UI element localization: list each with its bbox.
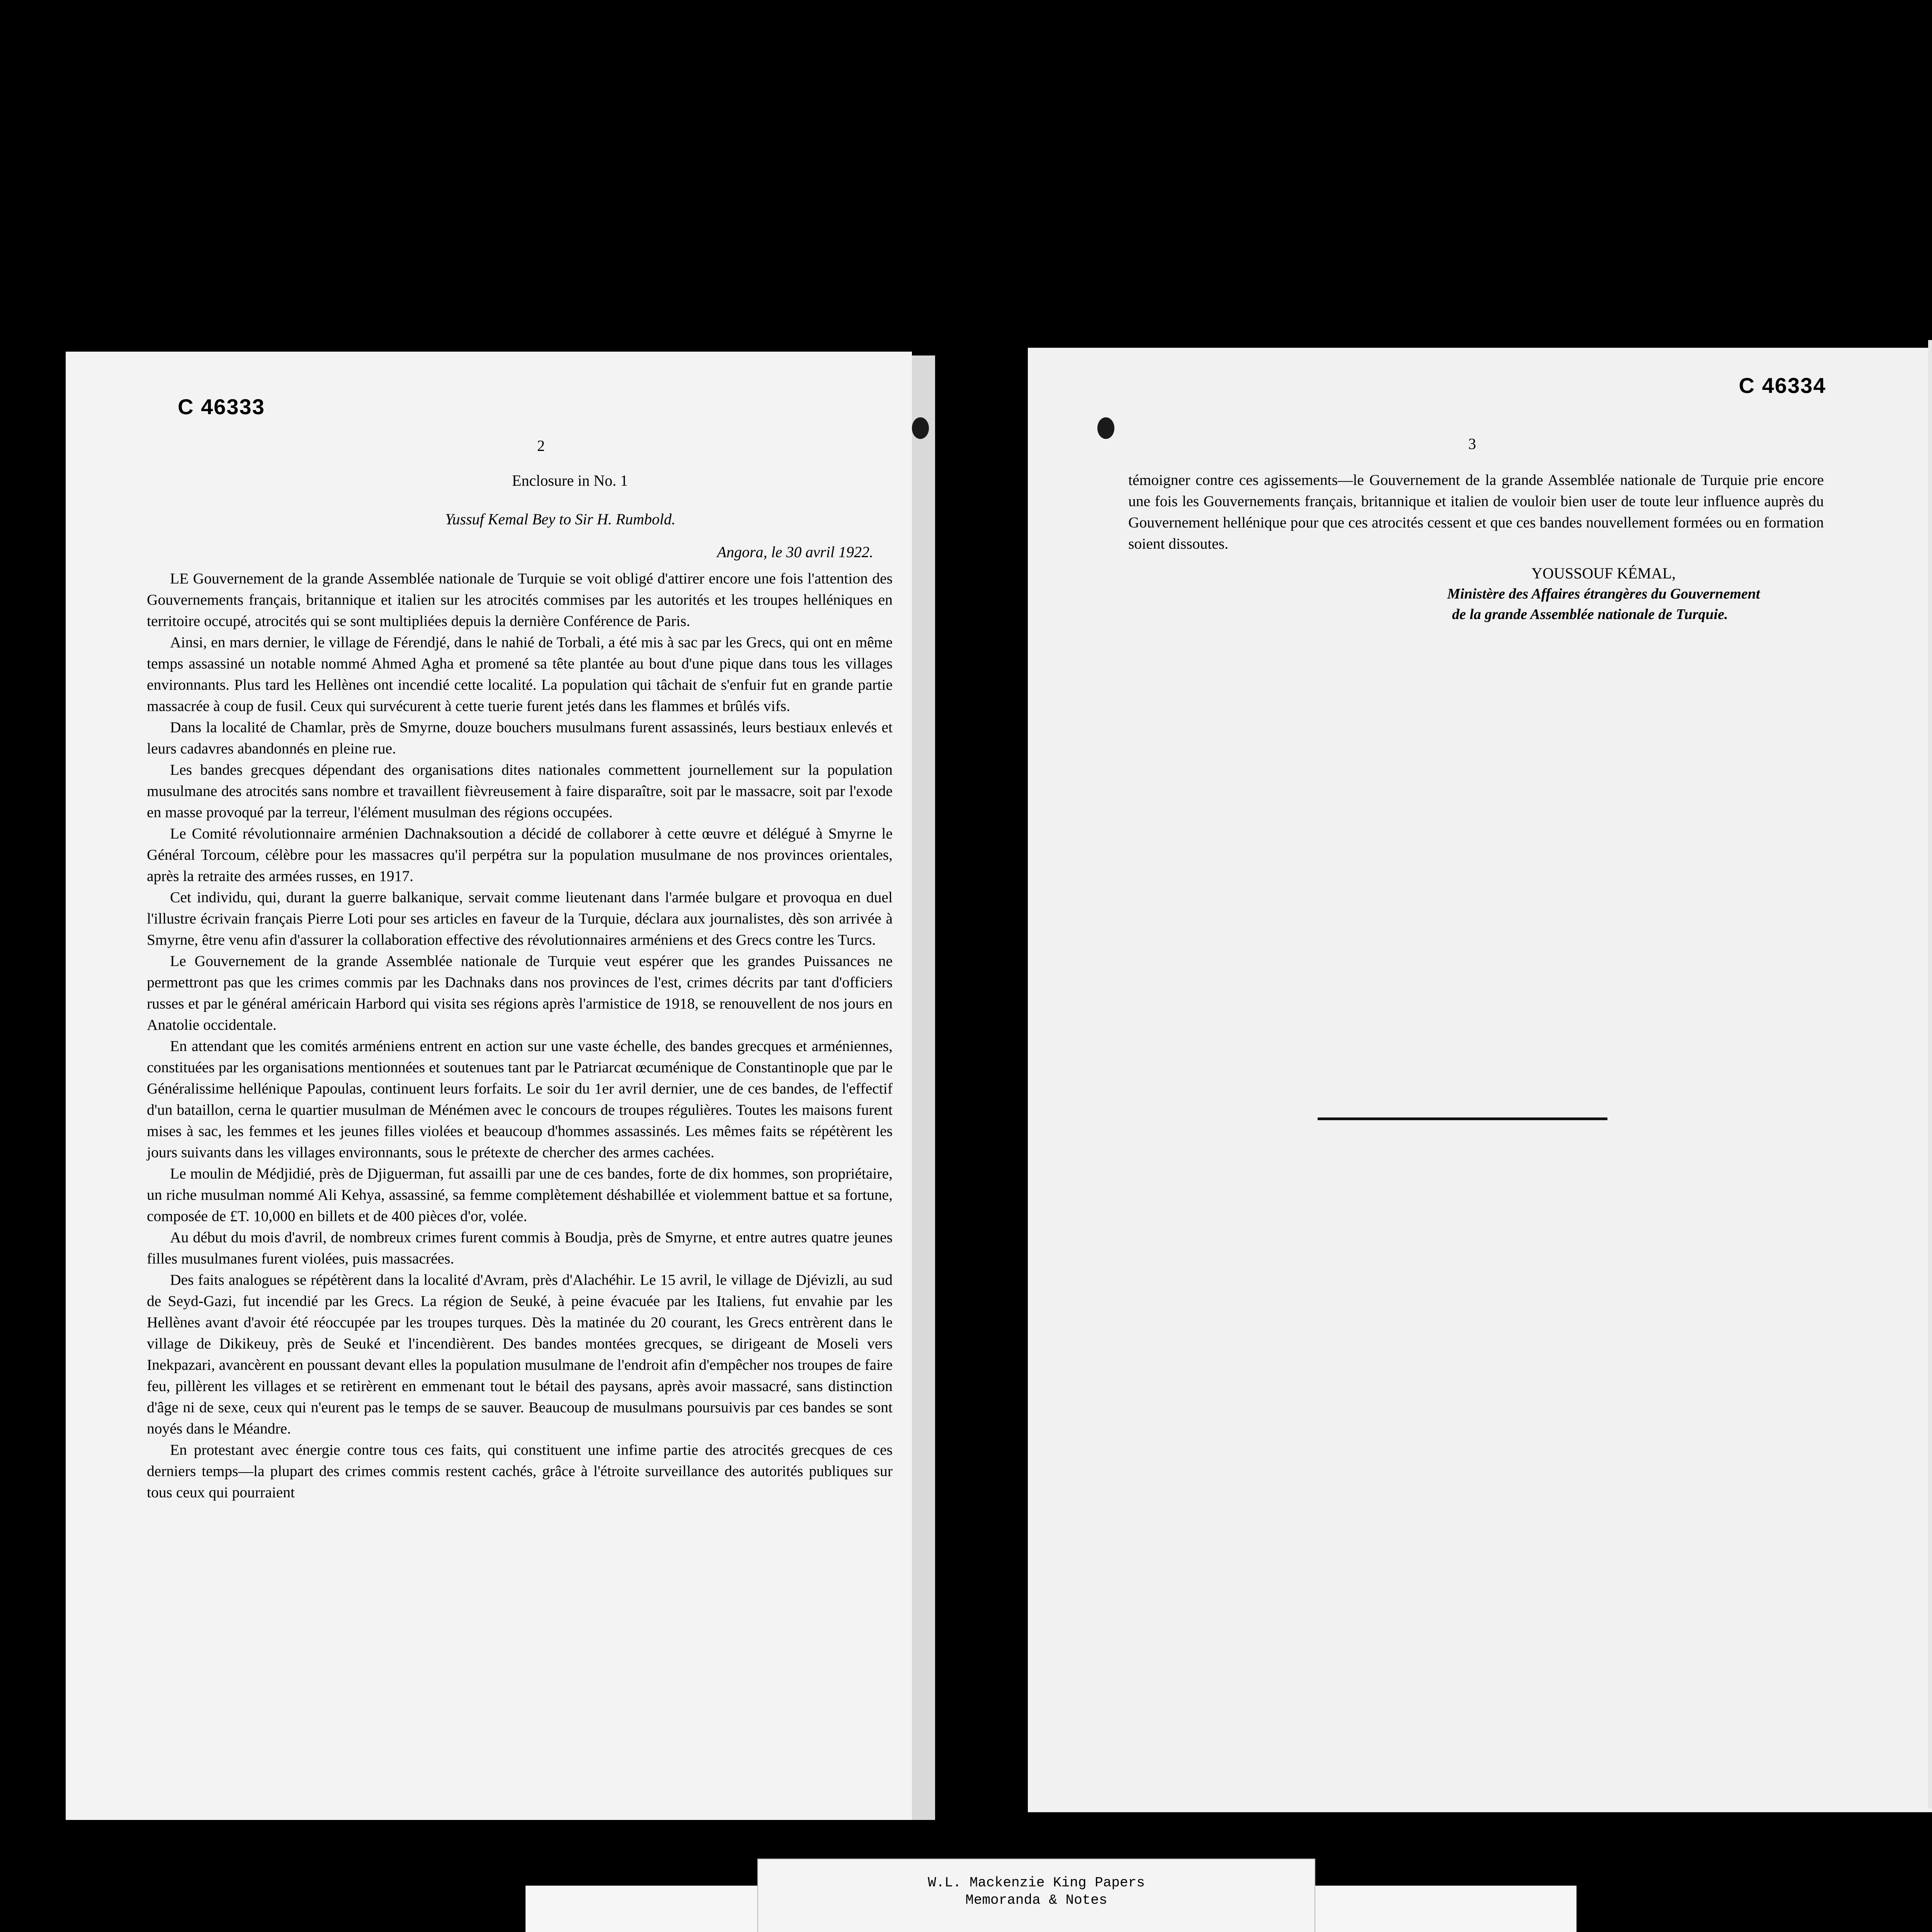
paragraph: Les bandes grecques dépendant des organisations dites nationales commettent journellement sur la population musulmane des atrocités sans nombre et travaillent fièvreusement à faire disparaître, soit par le massacre, soit par l'exode en masse provoqué par la terreur, l'élément musulman des régions occupées. bbox=[147, 761, 893, 821]
paragraph: En attendant que les comités arméniens entrent en action sur une vaste échelle, des bandes grecques et arméniennes, constituées par les organisations mentionnées et soutenues tant par le Patriarcat œcuménique de Constantinople que par le Généralissime hellénique Papoulas, continuent leurs forfaits. Le soir du 1er avril dernier, une de ces bandes, de l'effectif d'un bataillon, cerna le quartier musulman de Ménémen avec le concours de troupes régulières. Toutes les maisons furent mises à sac, les femmes et les jeunes filles violées et beaucoup d'hommes assassinés. Les mêmes faits se répétèrent les jours suivants dans les villages environnants, sous le prétexte de chercher des armes cachées. bbox=[147, 1037, 893, 1161]
page-gutter-shadow bbox=[912, 355, 935, 1820]
paragraph: Le moulin de Médjidié, près de Djiguerman, fut assailli par une de ces bandes, forte de dix hommes, son propriétaire, un riche musulman nommé Ali Kehya, assassiné, sa femme complètement déshabillée et violemment battue et sa fortune, composée de £T. 10,000 en billets et de 400 pièces d'or, volée. bbox=[147, 1165, 893, 1225]
collection-name: W.L. Mackenzie King Papers bbox=[928, 1875, 1145, 1891]
letter-continuation bbox=[1128, 469, 1824, 554]
right-page-edge bbox=[1928, 340, 1932, 1808]
signatory-name: YOUSSOUF KÉMAL, bbox=[1531, 565, 1676, 582]
closing-rule bbox=[1318, 1117, 1607, 1120]
sender-line: Yussuf Kemal Bey to Sir H. Rumbold. bbox=[445, 510, 676, 528]
enclosure-heading: Enclosure in No. 1 bbox=[512, 472, 628, 489]
right-reference-number: C 46334 bbox=[1739, 373, 1826, 398]
right-punch-hole bbox=[1097, 417, 1114, 439]
paragraph: Ainsi, en mars dernier, le village de Férendjé, dans le nahié de Torbali, a été mis à sac par les Grecs, qui ont en même temps assassiné un notable nommé Ahmed Agha et promené sa tête plantée au bout d'une pique dans tous les villages environnants. Plus tard les Hellènes ont incendié cette localité. La population qui tâchait de s'enfuir fut en grande partie massacrée à coup de fusil. Ceux qui survécurent à cette tuerie furent jetés dans les flammes et brûlés vifs. bbox=[147, 634, 893, 714]
paragraph: Le Comité révolutionnaire arménien Dachnaksoution a décidé de collaborer à cette œuvre et délégué à Smyrne le Général Torcoum, célèbre pour les massacres qu'il perpétra sur la population musulmane de nos provinces orientales, après la retraite des armées russes, en 1917. bbox=[147, 825, 893, 884]
paragraph: témoigner contre ces agissements—le Gouvernement de la grande Assemblée nationale de Turquie prie encore une fois les Gouvernements français, britannique et italien de vouloir bien user de toute leur influence auprès du Gouvernement hellénique pour que ces atrocités cessent et que ces bandes nouvellement formées ou en formation soient dissoutes. bbox=[1128, 471, 1824, 552]
paragraph: Des faits analogues se répétèrent dans la localité d'Avram, près d'Alachéhir. Le 15 avril, le village de Djévizli, au sud de Seyd-Gazi, fut incendié par les Grecs. La région de Seuké, à peine évacuée par les Italiens, fut envahie par les Hellènes avant d'avoir été réoccupée par les troupes turques. Dès la matinée du 20 courant, les Grecs entrèrent dans le village de Dikikeuy, près de Seuké et l'incendièrent. Des bandes montées grecques, se dirigeant de Moseli vers Inekpazari, avancèrent en poussant devant elles la population musulmane de l'endroit afin d'empêcher nos troupes de faire feu, pillèrent les villages et se retirèrent en emmenant tout le bétail des paysans, après avoir massacré, sans distinction d'âge ni de sexe, ceux qui n'eurent pas le temps de se sauver. Beaucoup de musulmans poursuivis par ces bandes se sont noyés dans le Méandre. bbox=[147, 1271, 893, 1437]
left-punch-hole bbox=[912, 417, 929, 439]
collection-label-tab bbox=[757, 1859, 1315, 1932]
paragraph: Cet individu, qui, durant la guerre balkanique, servait comme lieutenant dans l'armée bulgare et provoqua en duel l'illustre écrivain français Pierre Loti pour ses articles en faveur de la Turquie, déclara aux journalistes, dès son arrivée à Smyrne, être venu afin d'assurer la collaboration effective des révolutionnaires arméniens et des Grecs contre les Turcs. bbox=[147, 889, 893, 948]
paragraph: Au début du mois d'avril, de nombreux crimes furent commis à Boudja, près de Smyrne, et entre autres quatre jeunes filles musulmanes furent violées, puis massacrées. bbox=[147, 1229, 893, 1267]
left-reference-number: C 46333 bbox=[178, 395, 265, 419]
signatory-title-line-1: Ministère des Affaires étrangères du Gouvernement bbox=[1447, 586, 1760, 602]
dateline: Angora, le 30 avril 1922. bbox=[717, 543, 873, 561]
paragraph: Dans la localité de Chamlar, près de Smyrne, douze bouchers musulmans furent assassinés, leurs bestiaux enlevés et leurs cadavres abandonnés en pleine rue. bbox=[147, 719, 893, 757]
signatory-title-line-2: de la grande Assemblée nationale de Turquie. bbox=[1452, 606, 1728, 622]
paragraph: En protestant avec énergie contre tous ces faits, qui constituent une infime partie des atrocités grecques de ces derniers temps—la plupart des crimes commis restent cachés, grâce à l'étroite surveillance des autorités publiques sur tous ceux qui pourraient bbox=[147, 1441, 893, 1501]
letter-body bbox=[147, 568, 893, 1503]
left-page-number: 2 bbox=[537, 437, 545, 454]
right-page-number: 3 bbox=[1468, 435, 1476, 452]
paragraph: LE Gouvernement de la grande Assemblée nationale de Turquie se voit obligé d'attirer encore une fois l'attention des Gouvernements français, britannique et italien sur les atrocités commises par les autorités et les troupes helléniques en territoire occupé, atrocités qui se sont multipliées depuis la dernière Conférence de Paris. bbox=[147, 570, 893, 629]
paragraph: Le Gouvernement de la grande Assemblée nationale de Turquie veut espérer que les grandes Puissances ne permettront pas que les crimes commis par les Dachnaks dans nos provinces de l'est, crimes décrits par tant d'officiers russes et par le général américain Harbord qui visita ses régions après l'armistice de 1918, se renouvellent de nos jours en Anatolie occidentale. bbox=[147, 952, 893, 1033]
collection-series: Memoranda & Notes bbox=[965, 1892, 1107, 1908]
